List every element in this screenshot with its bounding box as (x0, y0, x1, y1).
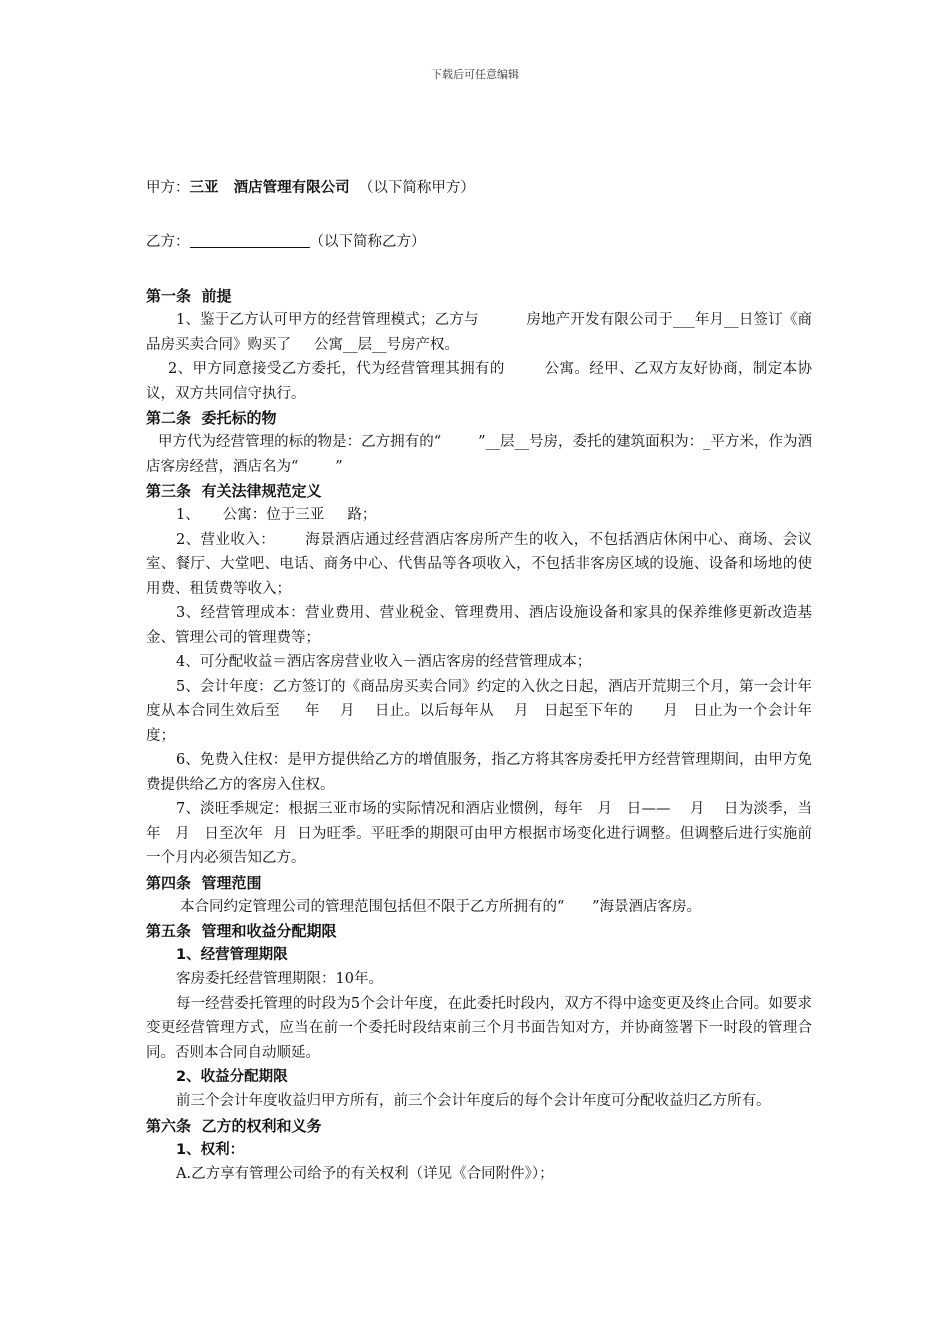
article-4-heading: 第四条 管理范围 (146, 873, 262, 892)
article-5-heading: 第五条 管理和收益分配期限 (146, 922, 337, 940)
article-3-heading: 第三条 有关法律规范定义 (146, 482, 322, 500)
article-3-para-2: 2、营业收入： 海景酒店通过经营酒店客房所产生的收入，不包括酒店休闲中心、商场、会议室、餐厅、大堂吧、电话、商务中心、代售品等各项收入，不包括非客房区域的设施、设备和场地的使用费、租赁费等收入； (146, 531, 812, 597)
article-5-para-1: 客房委托经营管理期限：10年。 (176, 971, 383, 987)
party-b-line (146, 230, 812, 254)
article-6-para-1: A.乙方享有管理公司给予的有关权利（详见《合同附件》）； (176, 1165, 554, 1182)
article-2-heading: 第二条 委托标的物 (146, 409, 277, 427)
article-5-para-3: 前三个会计年度收益归甲方所有，前三个会计年度后的每个会计年度可分配收益归乙方所有。 (176, 1093, 771, 1109)
article-2-para-1: 甲方代为经营管理的标的物是：乙方拥有的“ ”__层__号房，委托的建筑面积为：_平方米，作为酒店客房经营，酒店名为“ ” (146, 434, 812, 475)
party-b-label: 乙方： (146, 234, 190, 250)
header-note: 下载后可任意编辑 (431, 68, 519, 81)
article-1-heading: 第一条 前提 (146, 287, 232, 305)
article-4-para-1: 本合同约定管理公司的管理范围包括但不限于乙方所拥有的“ ”海景酒店客房。 (180, 898, 701, 915)
article-1-para-2: 2、甲方同意接受乙方委托，代为经营管理其拥有的 公寓。经甲、乙双方友好协商，制定本协议，双方共同信守执行。 (146, 361, 812, 402)
article-1-para-1: 1、鉴于乙方认可甲方的经营管理模式；乙方与 房地产开发有限公司于___年月__日签订《商品房买卖合同》购买了 公寓__层__号房产权。 (146, 312, 812, 353)
article-3-para-6: 6、免费入住权：是甲方提供给乙方的增值服务，指乙方将其客房委托甲方经营管理期间，由甲方免费提供给乙方的客房入住权。 (146, 752, 812, 793)
party-a-label: 甲方： (146, 180, 190, 196)
article-5-subheading-2: 2、收益分配期限 (176, 1069, 288, 1085)
article-6-heading: 第六条 乙方的权利和义务 (146, 1116, 322, 1135)
article-6-subheading-1: 1、权利： (176, 1141, 245, 1158)
article-3-para-1: 1、 公寓：位于三亚 路； (176, 507, 377, 523)
party-b-suffix: （以下简称乙方） (309, 234, 426, 250)
party-b-name-blank (190, 232, 310, 248)
party-a-suffix: （以下简称甲方） (349, 180, 475, 196)
party-a-line (146, 176, 812, 200)
article-5-para-2: 每一经营委托管理的时段为5个会计年度，在此委托时段内，双方不得中途变更及终止合同。如要求变更经营管理方式，应当在前一个委托时段结束前三个月书面告知对方，并协商签署下一时段的管理合同。否则本合同自动顺延。 (146, 995, 812, 1061)
article-5-subheading-1: 1、经营管理期限 (176, 947, 288, 963)
article-3-para-7: 7、淡旺季规定：根据三亚市场的实际情况和酒店业惯例，每年 月 日—— 月 日为淡季，当年 月 日至次年 月 日为旺季。平旺季的期限可由甲方根据市场变化进行调整。但调整后进行实施前一个月内必须告知乙方。 (146, 801, 812, 866)
party-a-name: 三亚 酒店管理有限公司 (189, 180, 350, 196)
article-3-para-5: 5、会计年度：乙方签订的《商品房买卖合同》约定的入伙之日起，酒店开荒期三个月，第一会计年度从本合同生效后至 年 月 日止。以后每年从 月 日起至下年的 月 日止为一个会计年度； (146, 678, 812, 744)
contract-body (146, 176, 812, 1186)
article-3-para-3: 3、经营管理成本：营业费用、营业税金、管理费用、酒店设施设备和家具的保养维修更新改造基金、管理公司的管理费等； (146, 605, 812, 646)
article-3-para-4: 4、可分配收益＝酒店客房营业收入－酒店客房的经营管理成本； (176, 654, 592, 670)
